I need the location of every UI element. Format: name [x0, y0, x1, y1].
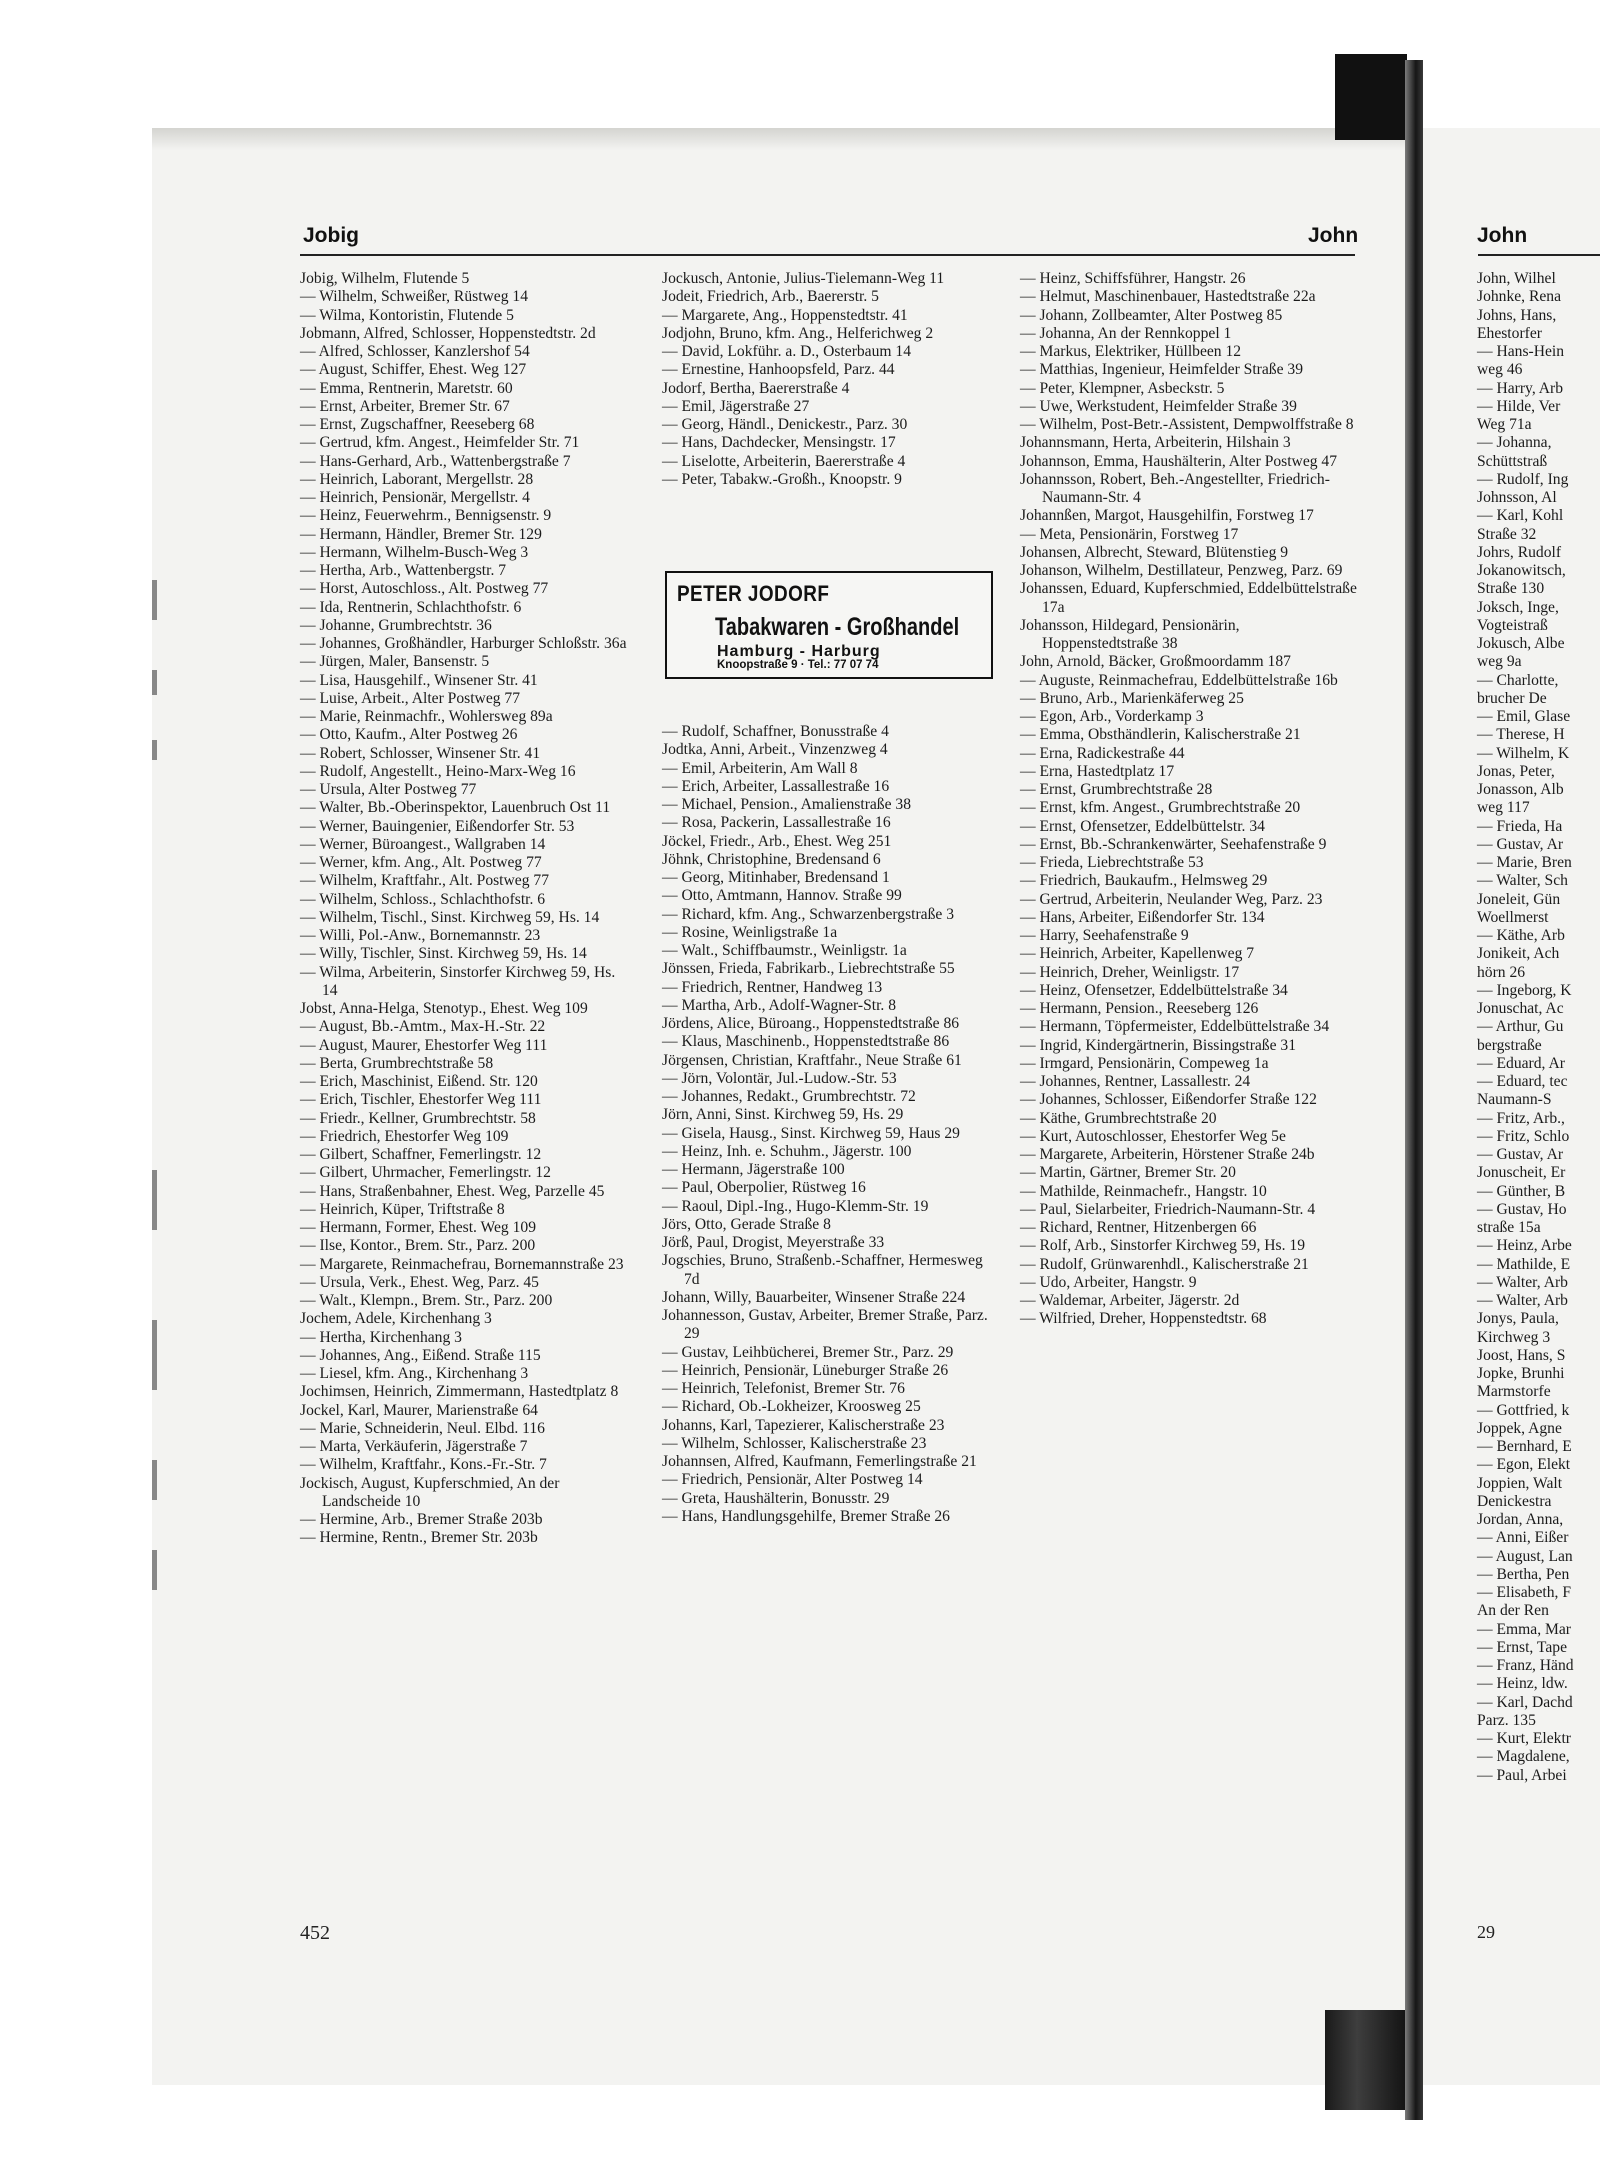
- directory-entry: — Ursula, Alter Postweg 77: [300, 781, 477, 798]
- directory-entry: brucher De: [1477, 689, 1547, 707]
- directory-entry: — Walt., Klempn., Brem. Str., Parz. 200: [300, 1292, 553, 1309]
- directory-entry: — Liselotte, Arbeiterin, Baererstraße 4: [662, 452, 906, 470]
- directory-entry: — Rudolf, Grünwarenhdl., Kalischerstraße 21: [1020, 1255, 1309, 1273]
- directory-entry: — Hans, Handlungsgehilfe, Bremer Straße 26: [662, 1507, 950, 1525]
- directory-entry: — Emma, Rentnerin, Maretstr. 60: [300, 379, 513, 397]
- directory-entry: — Horst, Autoschloss., Alt. Postweg 77: [300, 580, 549, 598]
- directory-column-2-top: [662, 270, 994, 489]
- directory-entry: — Wilhelm, Schlosser, Kalischerstraße 23: [662, 1434, 927, 1452]
- directory-entry: — Werner, Bauingenier, Eißendorfer Str. 53: [300, 817, 575, 835]
- directory-entry: Johannsson, Robert, Beh.-Angestellter, Friedrich-Naumann-Str. 4: [1020, 470, 1330, 506]
- directory-entry: — Rudolf, Schaffner, Bonusstraße 4: [662, 723, 889, 740]
- directory-entry: — Friedr., Kellner, Grumbrechtstr. 58: [300, 1109, 536, 1127]
- directory-entry: — Alfred, Schlosser, Kanzlershof 54: [300, 343, 530, 360]
- directory-entry: — Emil, Arbeiterin, Am Wall 8: [662, 759, 858, 777]
- directory-entry: Jockusch, Antonie, Julius-Tielemann-Weg 11: [662, 270, 945, 287]
- directory-entry: — Egon, Elekt: [1477, 1456, 1571, 1474]
- directory-entry: — Jürgen, Maler, Bansenstr. 5: [300, 653, 490, 671]
- directory-entry: — Hermann, Jägerstraße 100: [662, 1161, 845, 1178]
- directory-entry: — Ernst, kfm. Angest., Grumbrechtstraße 20: [1020, 799, 1301, 817]
- directory-entry: Johrs, Rudolf: [1477, 543, 1562, 561]
- directory-entry: — Gertrud, Arbeiterin, Neulander Weg, Parz. 23: [1020, 890, 1323, 908]
- directory-entry: — Gustav, Ar: [1477, 835, 1564, 853]
- directory-entry: — Peter, Tabakw.-Großh., Knoopstr. 9: [662, 470, 902, 488]
- directory-entry: — Ernst, Arbeiter, Bremer Str. 67: [300, 397, 510, 415]
- directory-entry: — Emil, Jägerstraße 27: [662, 397, 810, 415]
- directory-entry: — Rolf, Arb., Sinstorfer Kirchweg 59, Hs. 19: [1020, 1237, 1305, 1255]
- directory-entry: — Raoul, Dipl.-Ing., Hugo-Klemm-Str. 19: [662, 1197, 929, 1215]
- directory-entry: — Ingeborg, K: [1477, 981, 1572, 999]
- directory-entry: Johansen, Albrecht, Steward, Blütenstieg 9: [1020, 543, 1289, 561]
- directory-entry: — August, Lan: [1477, 1547, 1573, 1565]
- directory-entry: — Heinrich, Laborant, Mergellstr. 28: [300, 470, 534, 488]
- directory-entry: — Wilhelm, Schloss., Schlachthofstr. 6: [300, 890, 546, 908]
- directory-entry: — Harry, Arb: [1477, 379, 1564, 397]
- directory-entry: — Wilhelm, Schweißer, Rüstweg 14: [300, 288, 529, 306]
- directory-entry: — Irmgard, Pensionärin, Compeweg 1a: [1020, 1054, 1269, 1072]
- directory-entry: — Wilhelm, Post-Betr.-Assistent, Dempwolffstraße 8: [1020, 416, 1354, 433]
- directory-entry: — Klaus, Maschinenb., Hoppenstedtstraße 86: [662, 1033, 950, 1051]
- directory-entry: — Ida, Rentnerin, Schlachthofstr. 6: [300, 598, 522, 616]
- directory-entry: Jonuscheit, Er: [1477, 1164, 1566, 1182]
- directory-entry: — Gustav, Ar: [1477, 1146, 1564, 1163]
- directory-entry: — Gertrud, kfm. Angest., Heimfelder Str. 71: [300, 434, 580, 452]
- directory-entry: weg 117: [1477, 799, 1530, 817]
- directory-entry: Johansson, Hildegard, Pensionärin, Hoppenstedtstraße 38: [1020, 616, 1240, 652]
- directory-entry: Jonys, Paula,: [1477, 1310, 1559, 1328]
- directory-entry: — Hermine, Arb., Bremer Straße 203b: [300, 1511, 543, 1528]
- directory-entry: — Erich, Tischler, Ehestorfer Weg 111: [300, 1091, 542, 1109]
- directory-entry: — Karl, Dachd: [1477, 1693, 1573, 1711]
- directory-entry: — Paul, Sielarbeiter, Friedrich-Naumann-Str. 4: [1020, 1200, 1316, 1218]
- directory-column-3: [1020, 270, 1358, 1329]
- directory-entry: — Luise, Arbeit., Alter Postweg 77: [300, 689, 521, 707]
- directory-entry: Jochem, Adele, Kirchenhang 3: [300, 1310, 492, 1328]
- directory-entry: — Hermine, Rentn., Bremer Str. 203b: [300, 1529, 538, 1547]
- directory-entry: — Heinz, Inh. e. Schuhm., Jägerstr. 100: [662, 1142, 912, 1160]
- directory-entry: — Gilbert, Schaffner, Femerlingstr. 12: [300, 1146, 542, 1163]
- directory-entry: — Friedrich, Pensionär, Alter Postweg 14: [662, 1471, 923, 1489]
- running-head-left: Jobig: [303, 224, 359, 247]
- directory-entry: Jodeit, Friedrich, Arb., Baererstr. 5: [662, 288, 879, 306]
- directory-entry: — Ursula, Verk., Ehest. Weg, Parz. 45: [300, 1273, 539, 1291]
- directory-entry: Naumann-S: [1477, 1091, 1552, 1109]
- directory-entry: Joksch, Inge,: [1477, 598, 1559, 616]
- directory-entry: — Emma, Mar: [1477, 1620, 1571, 1638]
- directory-entry: Jönssen, Frieda, Fabrikarb., Liebrechtstraße 55: [662, 960, 955, 978]
- directory-entry: Joppek, Agne: [1477, 1419, 1562, 1437]
- page-number-right: 29: [1477, 1922, 1495, 1942]
- directory-entry: — Rosa, Packerin, Lassallestraße 16: [662, 814, 891, 832]
- directory-entry: — Ernst, Bb.-Schrankenwärter, Seehafenstraße 9: [1020, 835, 1327, 853]
- directory-entry: — Hermann, Töpfermeister, Eddelbüttelstraße 34: [1020, 1018, 1330, 1036]
- directory-entry: — Rudolf, Ing: [1477, 470, 1569, 488]
- directory-entry: Ehestorfer: [1477, 324, 1542, 342]
- directory-entry: — Hans, Arbeiter, Eißendorfer Str. 134: [1020, 908, 1265, 926]
- directory-entry: — Heinrich, Küper, Triftstraße 8: [300, 1200, 505, 1218]
- directory-entry: — Charlotte,: [1477, 671, 1559, 689]
- directory-entry: — Martha, Arb., Adolf-Wagner-Str. 8: [662, 996, 897, 1014]
- directory-entry: — Waldemar, Arbeiter, Jägerstr. 2d: [1020, 1292, 1240, 1309]
- directory-entry: weg 9a: [1477, 653, 1522, 671]
- directory-entry: — Hermann, Händler, Bremer Str. 129: [300, 525, 542, 543]
- directory-entry: Jockisch, August, Kupferschmied, An der Landscheide 10: [300, 1474, 560, 1510]
- directory-entry: — Bernhard, E: [1477, 1438, 1572, 1455]
- directory-entry: — Johanna, An der Rennkoppel 1: [1020, 324, 1232, 342]
- directory-entry: — August, Bb.-Amtm., Max-H.-Str. 22: [300, 1018, 546, 1036]
- directory-entry: — Margarete, Ang., Hoppenstedtstr. 41: [662, 306, 908, 324]
- directory-entry: — Heinrich, Telefonist, Bremer Str. 76: [662, 1380, 905, 1397]
- directory-entry: — Berta, Grumbrechtstraße 58: [300, 1054, 494, 1072]
- page-number-left: 452: [300, 1922, 330, 1944]
- directory-entry: — Hans, Straßenbahner, Ehest. Weg, Parzelle 45: [300, 1182, 605, 1200]
- directory-entry: Johanssen, Eduard, Kupferschmied, Eddelbüttelstraße 17a: [1020, 580, 1357, 616]
- directory-entry: — Fritz, Schlo: [1477, 1127, 1570, 1145]
- directory-entry: — Walter, Sch: [1477, 872, 1568, 890]
- directory-entry: — Georg, Händl., Denickestr., Parz. 30: [662, 416, 908, 433]
- directory-column-2-bottom: [662, 723, 994, 1526]
- directory-entry: Denickestra: [1477, 1492, 1552, 1510]
- directory-entry: — Friedrich, Baukaufm., Helmsweg 29: [1020, 872, 1268, 890]
- directory-entry: — Hans-Gerhard, Arb., Wattenbergstraße 7: [300, 452, 571, 470]
- directory-entry: Jördens, Alice, Büroang., Hoppenstedtstraße 86: [662, 1015, 960, 1032]
- directory-entry: Marmstorfe: [1477, 1383, 1551, 1401]
- directory-entry: — Ilse, Kontor., Brem. Str., Parz. 200: [300, 1237, 536, 1255]
- directory-entry: — Egon, Arb., Vorderkamp 3: [1020, 708, 1204, 725]
- directory-entry: — Margarete, Reinmachefrau, Bornemannstraße 23: [300, 1255, 624, 1273]
- directory-entry: — Erich, Maschinist, Eißend. Str. 120: [300, 1073, 538, 1090]
- binder-clip-bottom: [1325, 2010, 1405, 2110]
- directory-entry: — Heinz, Arbe: [1477, 1237, 1572, 1255]
- directory-entry: Johnke, Rena: [1477, 288, 1562, 306]
- directory-entry: — Hans-Hein: [1477, 343, 1565, 360]
- directory-entry: — Lisa, Hausgehilf., Winsener Str. 41: [300, 671, 538, 689]
- directory-entry: — Willy, Tischler, Sinst. Kirchweg 59, Hs. 14: [300, 945, 587, 963]
- directory-entry: — Hilde, Ver: [1477, 397, 1561, 415]
- directory-entry: — Bruno, Arb., Marienkäferweg 25: [1020, 689, 1244, 707]
- book-spine: [1405, 60, 1423, 2120]
- directory-column-1: [300, 270, 634, 1548]
- directory-entry: Jörs, Otto, Gerade Straße 8: [662, 1215, 831, 1233]
- directory-entry: Johanns, Karl, Tapezierer, Kalischerstraße 23: [662, 1416, 945, 1434]
- directory-entry: — Wilhelm, Tischl., Sinst. Kirchweg 59, Hs. 14: [300, 908, 600, 926]
- directory-entry: — Wilhelm, Kraftfahr., Alt. Postweg 77: [300, 872, 549, 890]
- directory-entry: — Kurt, Autoschlosser, Ehestorfer Weg 5e: [1020, 1127, 1286, 1145]
- directory-entry: — Erna, Hastedtplatz 17: [1020, 762, 1175, 780]
- directory-entry: — Günther, B: [1477, 1182, 1566, 1200]
- directory-entry: — Fritz, Arb.,: [1477, 1109, 1565, 1127]
- facing-page-head: John: [1477, 224, 1528, 247]
- directory-entry: — Jörn, Volontär, Jul.-Ludow.-Str. 53: [662, 1069, 897, 1087]
- directory-entry: — Ingrid, Kindergärtnerin, Bissingstraße 31: [1020, 1036, 1297, 1054]
- directory-entry: — Marta, Verkäuferin, Jägerstraße 7: [300, 1438, 528, 1455]
- directory-entry: — Johannes, Ang., Eißend. Straße 115: [300, 1346, 541, 1364]
- directory-entry: John, Arnold, Bäcker, Großmoordamm 187: [1020, 653, 1291, 671]
- directory-entry: — Wilhelm, Kraftfahr., Kons.-Fr.-Str. 7: [300, 1456, 547, 1474]
- directory-entry: — Frieda, Ha: [1477, 817, 1563, 835]
- directory-entry: — Arthur, Gu: [1477, 1018, 1564, 1036]
- header-rule: [300, 254, 1355, 256]
- directory-entry: — Heinz, Schiffsführer, Hangstr. 26: [1020, 270, 1246, 287]
- directory-entry: Jokusch, Albe: [1477, 635, 1565, 652]
- directory-entry: Jörß, Paul, Drogist, Meyerstraße 33: [662, 1234, 885, 1251]
- directory-entry: — Hermann, Wilhelm-Busch-Weg 3: [300, 543, 529, 561]
- directory-entry: Johannson, Emma, Haushälterin, Alter Postweg 47: [1020, 452, 1338, 470]
- ad-city: Hamburg - Harburg: [717, 643, 881, 660]
- directory-entry: — Bertha, Pen: [1477, 1565, 1570, 1583]
- directory-entry: Straße 32: [1477, 525, 1537, 543]
- directory-entry: An der Ren: [1477, 1602, 1549, 1620]
- directory-entry: — Walter, Arb: [1477, 1292, 1568, 1309]
- directory-entry: bergstraße: [1477, 1036, 1542, 1054]
- running-head-right: John: [1308, 224, 1359, 247]
- directory-entry: Joost, Hans, S: [1477, 1346, 1566, 1364]
- directory-entry: — Wilma, Kontoristin, Flutende 5: [300, 306, 514, 324]
- directory-entry: Jöhnk, Christophine, Bredensand 6: [662, 850, 881, 868]
- directory-entry: Jodtka, Anni, Arbeit., Vinzenzweg 4: [662, 741, 888, 759]
- directory-entry: — Elisabeth, F: [1477, 1584, 1571, 1601]
- binder-clip-top: [1335, 54, 1407, 140]
- directory-entry: Jockel, Karl, Maurer, Marienstraße 64: [300, 1401, 538, 1419]
- directory-entry: — Matthias, Ingenieur, Heimfelder Straße 39: [1020, 361, 1304, 379]
- directory-entry: — Johannes, Schlosser, Eißendorfer Straße 122: [1020, 1091, 1317, 1109]
- directory-entry: — Liesel, kfm. Ang., Kirchenhang 3: [300, 1365, 529, 1382]
- directory-entry: — Erich, Arbeiter, Lassallestraße 16: [662, 777, 890, 795]
- directory-entry: — Gottfried, k: [1477, 1401, 1570, 1419]
- advertisement-box: [665, 571, 993, 679]
- directory-entry: Jopke, Brunhi: [1477, 1365, 1565, 1382]
- directory-entry: Jonasson, Alb: [1477, 781, 1564, 798]
- directory-entry: — Richard, Rentner, Hitzenbergen 66: [1020, 1219, 1257, 1236]
- directory-entry: — August, Maurer, Ehestorfer Weg 111: [300, 1036, 548, 1054]
- directory-entry: — Karl, Kohl: [1477, 507, 1564, 525]
- directory-entry: hörn 26: [1477, 963, 1526, 981]
- directory-entry: Jonuschat, Ac: [1477, 1000, 1564, 1017]
- directory-entry: — Marie, Reinmachfr., Wohlersweg 89a: [300, 708, 553, 725]
- directory-entry: — Walter, Arb: [1477, 1273, 1568, 1291]
- directory-entry: Johnsson, Al: [1477, 489, 1557, 506]
- directory-entry: Jörn, Anni, Sinst. Kirchweg 59, Hs. 29: [662, 1106, 904, 1124]
- directory-entry: — Heinrich, Arbeiter, Kapellenweg 7: [1020, 945, 1255, 963]
- directory-entry: Johannesson, Gustav, Arbeiter, Bremer Straße, Parz. 29: [662, 1307, 988, 1343]
- directory-entry: Johannsen, Alfred, Kaufmann, Femerlingstraße 21: [662, 1453, 977, 1470]
- directory-entry: — Udo, Arbeiter, Hangstr. 9: [1020, 1273, 1197, 1291]
- directory-entry: — Mathilde, E: [1477, 1255, 1571, 1273]
- directory-entry: — Paul, Arbei: [1477, 1766, 1567, 1784]
- directory-entry: Straße 130: [1477, 580, 1545, 598]
- directory-entry: — Johanne, Grumbrechtstr. 36: [300, 616, 492, 634]
- directory-entry: — Walt., Schiffbaumstr., Weinligstr. 1a: [662, 942, 907, 959]
- directory-entry: weg 46: [1477, 361, 1523, 379]
- directory-entry: — Ernst, Grumbrechtstraße 28: [1020, 781, 1213, 798]
- directory-entry: — Kurt, Elektr: [1477, 1730, 1571, 1747]
- ad-company-name: PETER JODORF: [677, 581, 830, 606]
- directory-entry: — Friedrich, Ehestorfer Weg 109: [300, 1127, 509, 1145]
- directory-entry: — Werner, kfm. Ang., Alt. Postweg 77: [300, 854, 542, 871]
- directory-entry: Joppien, Walt: [1477, 1474, 1563, 1492]
- directory-entry: — Helmut, Maschinenbauer, Hastedtstraße 22a: [1020, 288, 1316, 306]
- directory-entry: — Hans, Dachdecker, Mensingstr. 17: [662, 434, 896, 452]
- directory-entry: Vogteistraß: [1477, 616, 1548, 634]
- directory-entry: Weg 71a: [1477, 416, 1532, 433]
- directory-entry: — Heinz, ldw.: [1477, 1675, 1568, 1693]
- directory-entry: — Georg, Mitinhaber, Bredensand 1: [662, 869, 890, 886]
- directory-entry: — Gustav, Leihbücherei, Bremer Str., Parz. 29: [662, 1343, 954, 1361]
- directory-entry: — Richard, kfm. Ang., Schwarzenbergstraße 3: [662, 905, 955, 923]
- directory-entry: — Käthe, Arb: [1477, 927, 1565, 944]
- directory-entry: Kirchweg 3: [1477, 1328, 1551, 1346]
- directory-entry: — Johanna,: [1477, 434, 1552, 452]
- directory-entry: — Ernst, Ofensetzer, Eddelbüttelstr. 34: [1020, 817, 1265, 835]
- directory-entry: — Hertha, Kirchenhang 3: [300, 1328, 462, 1346]
- directory-entry: — Wilfried, Dreher, Hoppenstedtstr. 68: [1020, 1310, 1267, 1328]
- directory-entry: — Marie, Schneiderin, Neul. Elbd. 116: [300, 1419, 545, 1437]
- directory-entry: — Heinz, Feuerwehrm., Bennigsenstr. 9: [300, 507, 552, 525]
- directory-entry: Jobig, Wilhelm, Flutende 5: [300, 270, 470, 287]
- directory-entry: — Käthe, Grumbrechtstraße 20: [1020, 1109, 1217, 1127]
- ad-trade: Tabakwaren - Großhandel: [715, 613, 960, 641]
- directory-entry: Jörgensen, Christian, Kraftfahr., Neue Straße 61: [662, 1051, 962, 1069]
- directory-entry: — Robert, Schlosser, Winsener Str. 41: [300, 744, 541, 762]
- directory-entry: — Willi, Pol.-Anw., Bornemannstr. 23: [300, 927, 541, 944]
- directory-entry: — Werner, Büroangest., Wallgraben 14: [300, 835, 546, 853]
- directory-entry: — Gustav, Ho: [1477, 1200, 1567, 1218]
- directory-entry: — Ernst, Tape: [1477, 1638, 1567, 1656]
- directory-entry: — Otto, Amtmann, Hannov. Straße 99: [662, 887, 902, 905]
- facing-page: [1423, 128, 1600, 2085]
- directory-entry: — Uwe, Werkstudent, Heimfelder Straße 39: [1020, 397, 1297, 415]
- directory-entry: — Franz, Händ: [1477, 1657, 1574, 1674]
- directory-entry: — Ernestine, Hanhoopsfeld, Parz. 44: [662, 361, 895, 379]
- directory-entry: Woellmerst: [1477, 908, 1549, 926]
- directory-entry: — Mathilde, Reinmachefr., Hangstr. 10: [1020, 1182, 1267, 1200]
- directory-entry: — Paul, Oberpolier, Rüstweg 16: [662, 1179, 866, 1197]
- directory-entry: Jogschies, Bruno, Straßenb.-Schaffner, Hermesweg 7d: [662, 1252, 983, 1288]
- facing-page-column: [1477, 270, 1574, 1785]
- directory-entry: — Johannes, Rentner, Lassallestr. 24: [1020, 1073, 1251, 1090]
- directory-entry: — Hermann, Former, Ehest. Weg 109: [300, 1219, 537, 1236]
- directory-entry: — Rosine, Weinligstraße 1a: [662, 923, 838, 941]
- directory-entry: — Walter, Bb.-Oberinspektor, Lauenbruch Ost 11: [300, 799, 611, 817]
- directory-entry: — Michael, Pension., Amalienstraße 38: [662, 796, 912, 813]
- directory-entry: — Anni, Eißer: [1477, 1529, 1569, 1547]
- directory-entry: — Heinz, Ofensetzer, Eddelbüttelstraße 34: [1020, 981, 1288, 999]
- directory-entry: — Gilbert, Uhrmacher, Femerlingstr. 12: [300, 1164, 551, 1182]
- directory-entry: Parz. 135: [1477, 1711, 1536, 1729]
- directory-entry: — Ernst, Zugschaffner, Reeseberg 68: [300, 416, 535, 433]
- directory-entry: Johanson, Wilhelm, Destillateur, Penzweg, Parz. 69: [1020, 562, 1343, 579]
- directory-entry: — Hermann, Pension., Reeseberg 126: [1020, 1000, 1259, 1017]
- directory-entry: Jodorf, Bertha, Baererstraße 4: [662, 379, 850, 397]
- directory-entry: Johns, Hans,: [1477, 306, 1557, 324]
- directory-entry: — Eduard, Ar: [1477, 1054, 1565, 1072]
- directory-entry: — Erna, Radickestraße 44: [1020, 744, 1185, 762]
- directory-entry: Jordan, Anna,: [1477, 1511, 1564, 1528]
- directory-entry: — Peter, Klempner, Asbeckstr. 5: [1020, 379, 1225, 397]
- directory-entry: Jöckel, Friedr., Arb., Ehest. Weg 251: [662, 832, 892, 850]
- directory-entry: Schüttstraß: [1477, 452, 1548, 470]
- directory-entry: — Gisela, Hausg., Sinst. Kirchweg 59, Haus 29: [662, 1124, 960, 1142]
- directory-entry: straße 15a: [1477, 1219, 1541, 1236]
- directory-entry: — Johannes, Redakt., Grumbrechtstr. 72: [662, 1088, 916, 1105]
- directory-entry: John, Wilhel: [1477, 270, 1556, 287]
- directory-entry: — Harry, Seehafenstraße 9: [1020, 927, 1189, 944]
- directory-entry: — Johann, Zollbeamter, Alter Postweg 85: [1020, 306, 1283, 324]
- directory-entry: Jobmann, Alfred, Schlosser, Hoppenstedtstr. 2d: [300, 324, 596, 342]
- edge-marks: [150, 560, 162, 1610]
- directory-entry: — Martin, Gärtner, Bremer Str. 20: [1020, 1164, 1236, 1182]
- directory-entry: Jochimsen, Heinrich, Zimmermann, Hastedtplatz 8: [300, 1383, 619, 1401]
- directory-entry: Jonas, Peter,: [1477, 762, 1555, 780]
- directory-entry: — Therese, H: [1477, 726, 1565, 744]
- directory-entry: — Heinrich, Pensionär, Mergellstr. 4: [300, 489, 530, 506]
- directory-entry: Jokanowitsch,: [1477, 562, 1566, 579]
- directory-entry: — Markus, Elektriker, Hüllbeen 12: [1020, 343, 1242, 360]
- directory-entry: — Friedrich, Rentner, Handweg 13: [662, 978, 883, 996]
- directory-entry: — Margarete, Arbeiterin, Hörstener Straße 24b: [1020, 1146, 1315, 1163]
- directory-entry: Johannßen, Margot, Hausgehilfin, Forstweg 17: [1020, 507, 1314, 525]
- directory-entry: — August, Schiffer, Ehest. Weg 127: [300, 361, 527, 379]
- directory-entry: Jobst, Anna-Helga, Stenotyp., Ehest. Weg 109: [300, 1000, 588, 1017]
- directory-entry: — Emil, Glase: [1477, 708, 1571, 725]
- directory-entry: — Magdalene,: [1477, 1748, 1570, 1766]
- facing-header-rule: [1478, 254, 1600, 256]
- directory-entry: — Emma, Obsthändlerin, Kalischerstraße 21: [1020, 726, 1301, 744]
- directory-entry: — Johannes, Großhändler, Harburger Schloßstr. 36a: [300, 635, 627, 652]
- directory-entry: Johann, Willy, Bauarbeiter, Winsener Straße 224: [662, 1288, 966, 1306]
- directory-entry: — Hertha, Arb., Wattenbergstr. 7: [300, 562, 507, 579]
- directory-entry: — Heinrich, Pensionär, Lüneburger Straße 26: [662, 1361, 949, 1379]
- directory-entry: — Heinrich, Dreher, Weinligstr. 17: [1020, 963, 1240, 981]
- directory-entry: Joneleit, Gün: [1477, 890, 1561, 908]
- directory-entry: — Rudolf, Angestellt., Heino-Marx-Weg 16: [300, 762, 576, 780]
- directory-entry: Jonikeit, Ach: [1477, 945, 1560, 963]
- directory-entry: — Eduard, tec: [1477, 1073, 1568, 1090]
- directory-entry: — Marie, Bren: [1477, 854, 1572, 871]
- directory-entry: Johannsmann, Herta, Arbeiterin, Hilshain 3: [1020, 434, 1291, 452]
- directory-entry: — David, Lokführ. a. D., Osterbaum 14: [662, 343, 912, 360]
- directory-entry: — Richard, Ob.-Lokheizer, Kroosweg 25: [662, 1398, 921, 1416]
- ad-address: Knoopstraße 9 · Tel.: 77 07 74: [717, 659, 879, 671]
- directory-entry: — Wilma, Arbeiterin, Sinstorfer Kirchweg 59, Hs. 14: [300, 963, 616, 999]
- directory-entry: — Greta, Haushälterin, Bonusstr. 29: [662, 1489, 890, 1507]
- directory-entry: — Wilhelm, K: [1477, 744, 1570, 762]
- directory-entry: — Auguste, Reinmachefrau, Eddelbüttelstraße 16b: [1020, 671, 1338, 689]
- directory-entry: — Meta, Pensionärin, Forstweg 17: [1020, 525, 1239, 543]
- directory-entry: Jodjohn, Bruno, kfm. Ang., Helferichweg 2: [662, 324, 934, 342]
- directory-entry: — Otto, Kaufm., Alter Postweg 26: [300, 726, 518, 744]
- directory-entry: — Frieda, Liebrechtstraße 53: [1020, 854, 1204, 871]
